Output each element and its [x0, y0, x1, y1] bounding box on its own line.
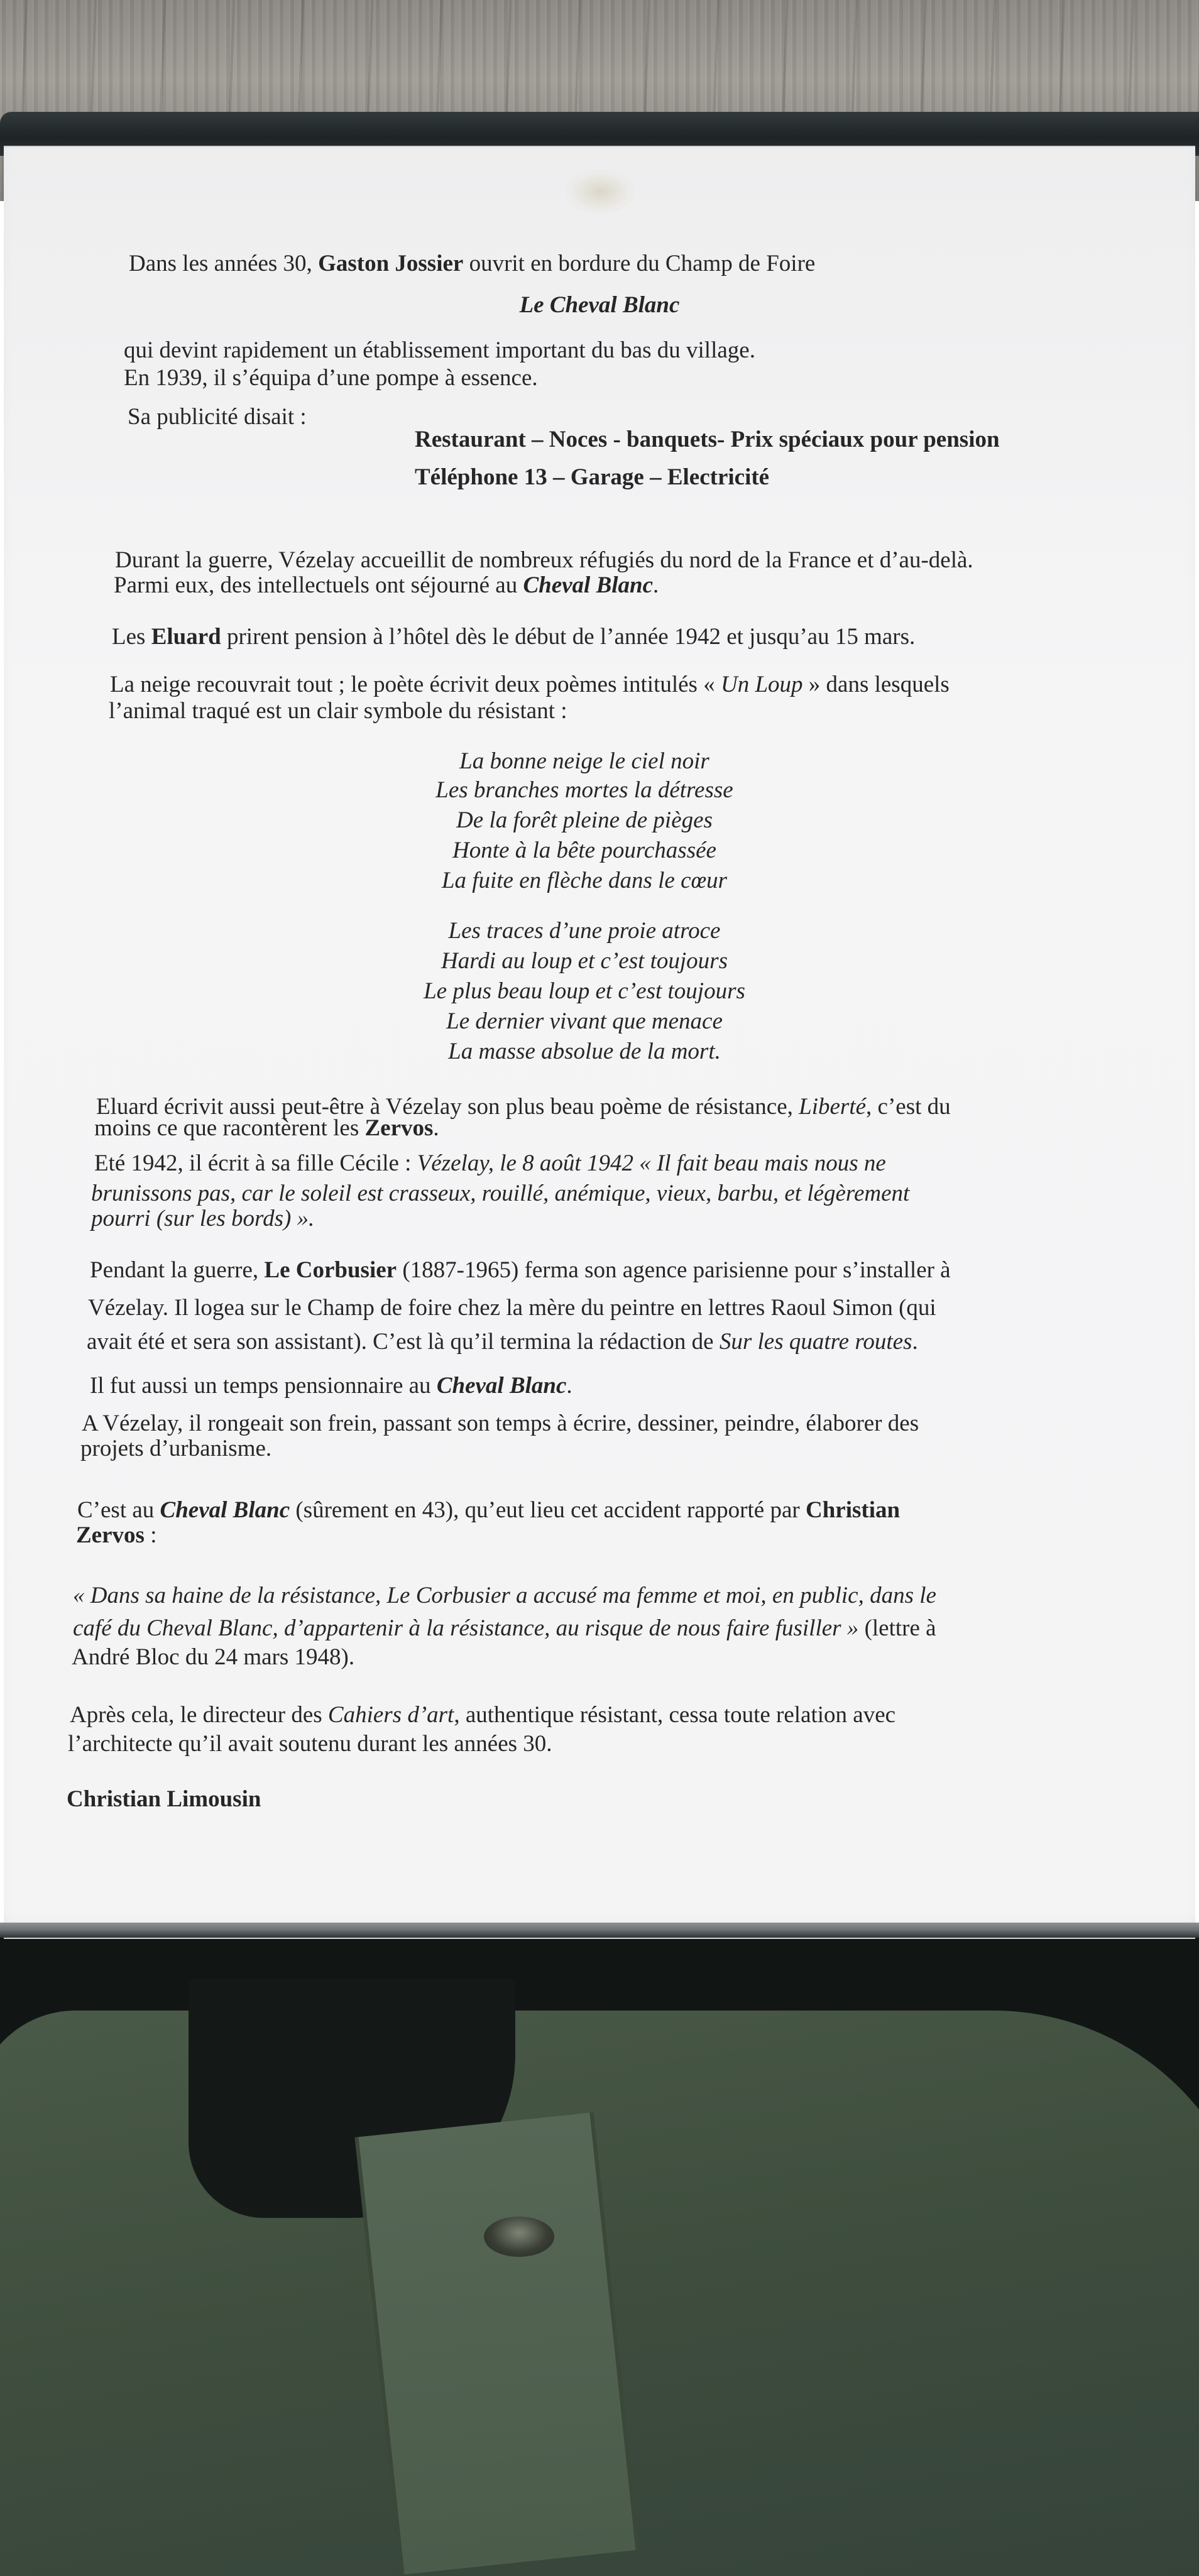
text-run: » dans lesquels: [802, 672, 950, 697]
paragraph-line: Durant la guerre, Vézelay accueillit de nombreux réfugiés du nord de la France et d’au-delà.: [115, 547, 973, 573]
text-run: moins ce que racontèrent les: [94, 1115, 365, 1141]
paragraph-line: [112, 622, 915, 652]
ad-line-2: Téléphone 13 – Garage – Electricité: [415, 464, 770, 490]
poem-line: Le plus beau loup et c’est toujours: [424, 978, 745, 1004]
text-run: , authentique résistant, cessa toute relation avec: [454, 1702, 896, 1728]
name-zervos: Zervos: [76, 1522, 145, 1548]
cheval-blanc-ref: Cheval Blanc: [160, 1497, 290, 1523]
paragraph-line: [76, 1520, 156, 1551]
paragraph-line: [70, 1700, 895, 1730]
text-run: , c’est du: [866, 1094, 951, 1120]
quote-line: André Bloc du 24 mars 1948).: [72, 1644, 355, 1670]
poem-line: Hardi au loup et c’est toujours: [441, 948, 728, 974]
paragraph-line: [94, 1113, 439, 1143]
paragraph-line: [114, 570, 659, 601]
shirt-placket: [354, 2112, 639, 2575]
text-run: .: [566, 1373, 572, 1399]
ad-line-1: Restaurant – Noces - banquets- Prix spéciaux pour pension: [415, 427, 1000, 452]
paragraph-line: [77, 1495, 900, 1525]
paragraph-line: l’architecte qu’il avait soutenu durant les années 30.: [68, 1731, 552, 1757]
text-run: :: [144, 1522, 157, 1548]
quote-line: [73, 1613, 936, 1644]
text-run: avait été et sera son assistant). C’est là qu’il termina la rédaction de: [87, 1329, 720, 1355]
text-run: .: [653, 572, 659, 598]
text-run: Pendant la guerre,: [90, 1257, 265, 1283]
shirt-button-icon: [484, 2217, 554, 2257]
title-cheval-blanc: Le Cheval Blanc: [519, 292, 680, 318]
book-title: Sur les quatre routes: [719, 1329, 912, 1355]
paragraph-line: l’animal traqué est un clair symbole du résistant :: [109, 698, 567, 724]
text-run: Il fut aussi un temps pensionnaire au: [90, 1373, 437, 1399]
text-run: .: [912, 1329, 918, 1355]
paragraph-line: [94, 1149, 886, 1179]
binder-bottom-edge: [0, 1923, 1199, 1938]
paragraph-line: Vézelay. Il logea sur le Champ de foire chez la mère du peintre en lettres Raoul Simon (qui: [88, 1295, 936, 1321]
paragraph-line: projets d’urbanisme.: [80, 1436, 272, 1461]
text-run: Parmi eux, des intellectuels ont séjourné au: [114, 572, 523, 598]
quote-line: « Dans sa haine de la résistance, Le Corbusier a accusé ma femme et moi, en public, dans le: [73, 1583, 936, 1608]
poem-line: La masse absolue de la mort.: [448, 1039, 721, 1064]
text-run: Eluard écrivit aussi peut-être à Vézelay son plus beau poème de résistance,: [96, 1094, 799, 1120]
page-stain: [566, 170, 635, 214]
paragraph-line: [90, 1371, 572, 1401]
cheval-blanc-ref: Cheval Blanc: [436, 1373, 567, 1399]
text-run: (lettre à: [858, 1615, 936, 1641]
text-run: (1887-1965) ferma son agence parisienne pour s’installer à: [397, 1257, 951, 1283]
poem-line: De la forêt pleine de pièges: [456, 807, 713, 833]
poem-liberte: Liberté: [799, 1094, 867, 1120]
text-run: prirent pension à l’hôtel dès le début de l’année 1942 et jusqu’au 15 mars.: [221, 624, 916, 650]
name-eluard: Eluard: [151, 624, 221, 650]
paragraph-intro: [129, 249, 815, 279]
poem-line: La fuite en flèche dans le cœur: [441, 868, 728, 893]
paragraph-line: En 1939, il s’équipa d’une pompe à essence.: [124, 365, 538, 391]
text-run: C’est au: [77, 1497, 160, 1523]
poem-line: Les traces d’une proie atroce: [448, 918, 721, 944]
text-run: (sûrement en 43), qu’eut lieu cet accident rapporté par: [290, 1497, 806, 1523]
poem-title: Un Loup: [720, 672, 803, 697]
cheval-blanc-ref: Cheval Blanc: [523, 572, 654, 598]
journal-title: Cahiers d’art: [327, 1702, 454, 1728]
poem-line: Les branches mortes la détresse: [435, 777, 733, 803]
text-run: ouvrit en bordure du Champ de Foire: [463, 251, 816, 276]
poem-line: Le dernier vivant que menace: [446, 1008, 723, 1034]
name-christian: Christian: [805, 1497, 901, 1523]
paragraph-line: [90, 1255, 951, 1285]
text-run: Dans les années 30,: [129, 251, 319, 276]
name-gaston-jossier: Gaston Jossier: [318, 251, 464, 276]
text-run: Après cela, le directeur des: [70, 1702, 328, 1728]
paragraph-line: brunissons pas, car le soleil est crasseux, rouillé, anémique, vieux, barbu, et légèrement: [91, 1181, 910, 1206]
ad-label: Sa publicité disait :: [128, 404, 307, 430]
paragraph-line: [110, 670, 950, 700]
paragraph-line: A Vézelay, il rongeait son frein, passant son temps à écrire, dessiner, peindre, élaborer des: [82, 1411, 919, 1436]
text-run: .: [433, 1115, 439, 1141]
quote-text: café du Cheval Blanc, d’appartenir à la résistance, au risque de nous faire fusiller »: [73, 1615, 859, 1641]
paragraph-line: qui devint rapidement un établissement important du bas du village.: [124, 337, 755, 363]
text-run: Les: [112, 624, 151, 650]
text-run: La neige recouvrait tout ; le poète écrivit deux poèmes intitulés «: [110, 672, 721, 697]
author-signature: Christian Limousin: [67, 1786, 261, 1812]
letter-quote: Vézelay, le 8 août 1942 « Il fait beau mais nous ne: [417, 1150, 886, 1176]
text-run: Eté 1942, il écrit à sa fille Cécile :: [94, 1150, 417, 1176]
poem-line: La bonne neige le ciel noir: [459, 748, 709, 774]
name-zervos: Zervos: [364, 1115, 434, 1141]
poem-line: Honte à la bête pourchassée: [452, 838, 716, 863]
name-le-corbusier: Le Corbusier: [264, 1257, 397, 1283]
paragraph-line: pourri (sur les bords) ».: [91, 1206, 315, 1231]
paragraph-line: [87, 1327, 918, 1357]
